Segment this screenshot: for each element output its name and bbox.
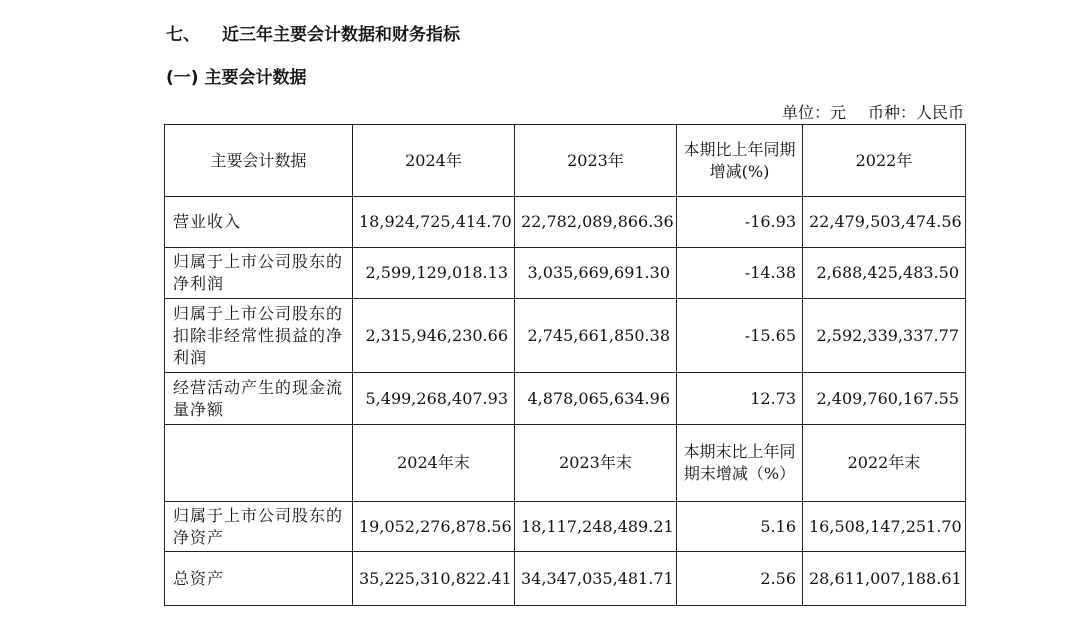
- table-cell: 4,878,065,634.96: [515, 373, 677, 425]
- table-cell: 5,499,268,407.93: [353, 373, 515, 425]
- table-header-row: [165, 125, 966, 197]
- table-row: [165, 299, 966, 373]
- table-cell: 35,225,310,822.41: [353, 552, 515, 606]
- accounting-data-table: [164, 124, 966, 606]
- section-heading: [166, 20, 460, 45]
- subsection-heading: (一) 主要会计数据: [166, 68, 307, 88]
- table-row: [165, 552, 966, 606]
- table-row: [165, 197, 966, 248]
- table-cell: 19,052,276,878.56: [353, 502, 515, 552]
- unit-label: 单位：元: [781, 103, 846, 122]
- table-row: [165, 502, 966, 552]
- column-header: 2022年末: [803, 425, 966, 502]
- table-cell: 3,035,669,691.30: [515, 248, 677, 299]
- column-header: 2024年末: [353, 425, 515, 502]
- table-cell: 22,479,503,474.56: [803, 197, 966, 248]
- table-cell: 5.16: [677, 502, 803, 552]
- table-cell: 2,688,425,483.50: [803, 248, 966, 299]
- table-cell: 2,599,129,018.13: [353, 248, 515, 299]
- table-cell: 16,508,147,251.70: [803, 502, 966, 552]
- table-cell: 22,782,089,866.36: [515, 197, 677, 248]
- section-number: 七、: [166, 25, 200, 45]
- table-row: [165, 373, 966, 425]
- column-header: 2022年: [803, 125, 966, 197]
- table-cell: 34,347,035,481.71: [515, 552, 677, 606]
- column-header: 2024年: [353, 125, 515, 197]
- unit-note: [782, 100, 964, 123]
- column-header: 2023年: [515, 125, 677, 197]
- table-cell: 28,611,007,188.61: [803, 552, 966, 606]
- section-title: 近三年主要会计数据和财务指标: [222, 25, 460, 45]
- row-label: 营业收入: [165, 197, 353, 248]
- table-cell: -15.65: [677, 299, 803, 373]
- row-label: 经营活动产生的现金流量净额: [165, 373, 353, 425]
- table-cell: 2,745,661,850.38: [515, 299, 677, 373]
- row-label: 总资产: [165, 552, 353, 606]
- column-header: 2023年末: [515, 425, 677, 502]
- table-cell: 2,315,946,230.66: [353, 299, 515, 373]
- column-header: [165, 425, 353, 502]
- table-cell: 2.56: [677, 552, 803, 606]
- currency-label: 币种：人民币: [867, 103, 964, 122]
- column-header: 本期末比上年同期末增减（%）: [677, 425, 803, 502]
- table-cell: 2,592,339,337.77: [803, 299, 966, 373]
- table-header-row: [165, 425, 966, 502]
- row-label: 归属于上市公司股东的净利润: [165, 248, 353, 299]
- table-cell: 2,409,760,167.55: [803, 373, 966, 425]
- table-cell: -16.93: [677, 197, 803, 248]
- table-row: [165, 248, 966, 299]
- row-label: 归属于上市公司股东的净资产: [165, 502, 353, 552]
- table-cell: -14.38: [677, 248, 803, 299]
- table-cell: 12.73: [677, 373, 803, 425]
- row-label: 归属于上市公司股东的扣除非经常性损益的净利润: [165, 299, 353, 373]
- column-header: 主要会计数据: [165, 125, 353, 197]
- column-header: 本期比上年同期增减(%): [677, 125, 803, 197]
- table-cell: 18,924,725,414.70: [353, 197, 515, 248]
- table-cell: 18,117,248,489.21: [515, 502, 677, 552]
